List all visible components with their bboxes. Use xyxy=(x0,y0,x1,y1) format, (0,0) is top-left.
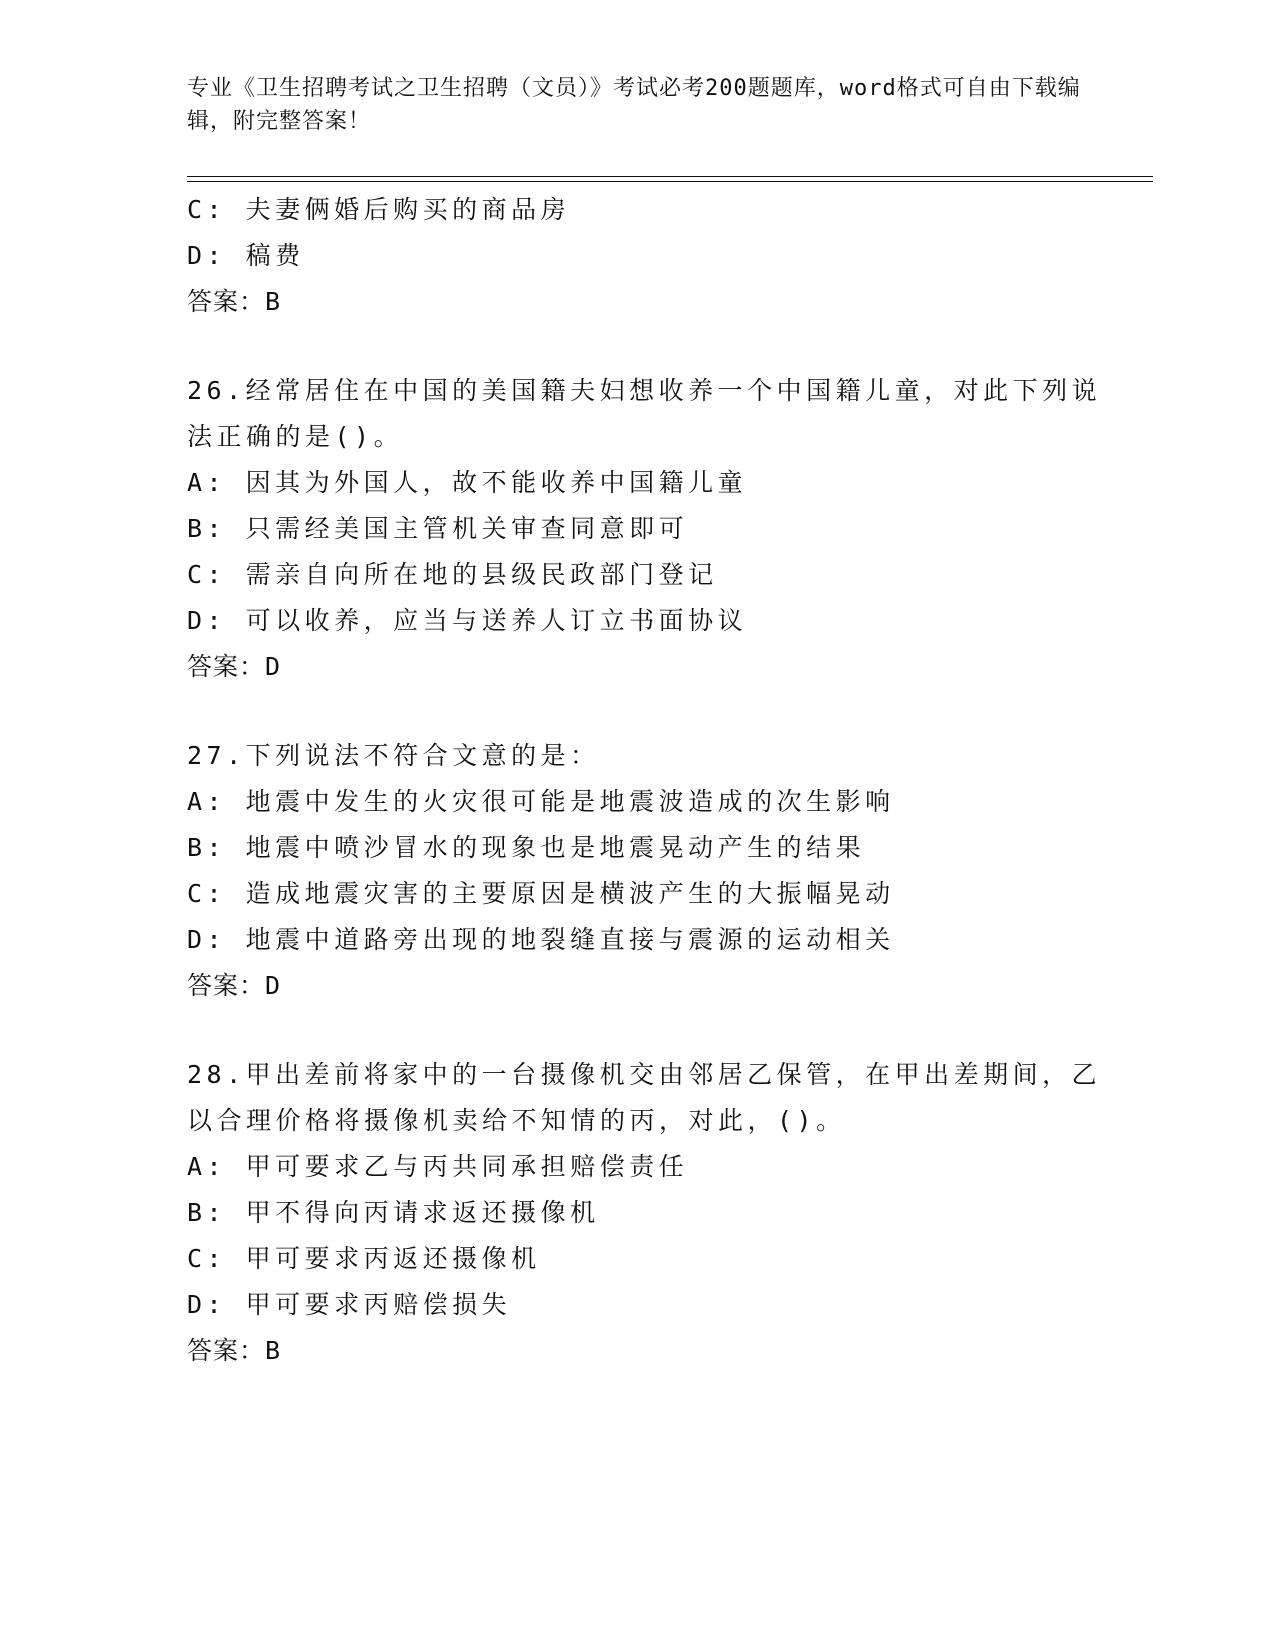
option-c: C: 甲可要求丙返还摄像机 xyxy=(187,1244,541,1273)
spacer xyxy=(187,690,1087,733)
option-a: A: 甲可要求乙与丙共同承担赔偿责任 xyxy=(187,1152,689,1181)
question-stem-line: 法正确的是()。 xyxy=(187,422,404,451)
answer-label: 答案： xyxy=(187,1336,266,1365)
question-stem-line: 26.经常居住在中国的美国籍夫妇想收养一个中国籍儿童，对此下列说 xyxy=(187,376,1102,405)
option-c: C: 夫妻俩婚后购买的商品房 xyxy=(187,195,571,224)
option-d: D: 稿费 xyxy=(187,241,305,270)
option-d: D: 可以收养，应当与送养人订立书面协议 xyxy=(187,606,748,635)
question-list xyxy=(187,187,1102,1374)
option-a: A: 地震中发生的火灾很可能是地震波造成的次生影响 xyxy=(187,787,895,816)
answer-line xyxy=(187,279,1087,325)
question-28 xyxy=(187,1052,1102,1374)
answer-value: D xyxy=(265,652,281,681)
answer-label: 答案： xyxy=(187,652,266,681)
question-stem-line: 27.下列说法不符合文意的是： xyxy=(187,741,600,770)
answer-line xyxy=(187,1328,1087,1374)
question-stem-line: 以合理价格将摄像机卖给不知情的丙，对此，()。 xyxy=(187,1106,846,1135)
answer-label: 答案： xyxy=(187,287,266,316)
option-c: C: 造成地震灾害的主要原因是横波产生的大振幅晃动 xyxy=(187,879,895,908)
option-d: D: 地震中道路旁出现的地裂缝直接与震源的运动相关 xyxy=(187,925,895,954)
question-27 xyxy=(187,733,1087,1009)
header-divider-bottom xyxy=(187,181,1153,182)
header-divider-top xyxy=(187,176,1153,177)
answer-value: B xyxy=(265,1336,281,1365)
question-fragment xyxy=(187,187,1087,325)
document-header: 专业《卫生招聘考试之卫生招聘（文员）》考试必考200题题库，word格式可自由下载编辑，附完整答案！ xyxy=(187,76,1081,134)
answer-value: B xyxy=(265,287,281,316)
spacer xyxy=(187,1009,1087,1052)
option-c: C: 需亲自向所在地的县级民政部门登记 xyxy=(187,560,718,589)
option-b: B: 甲不得向丙请求返还摄像机 xyxy=(187,1198,600,1227)
option-a: A: 因其为外国人，故不能收养中国籍儿童 xyxy=(187,468,748,497)
answer-line xyxy=(187,644,1087,690)
question-26 xyxy=(187,368,1102,690)
option-b: B: 只需经美国主管机关审查同意即可 xyxy=(187,514,689,543)
answer-label: 答案： xyxy=(187,971,266,1000)
answer-line xyxy=(187,963,1087,1009)
answer-value: D xyxy=(265,971,281,1000)
option-b: B: 地震中喷沙冒水的现象也是地震晃动产生的结果 xyxy=(187,833,866,862)
spacer xyxy=(187,325,1087,368)
question-stem-line: 28.甲出差前将家中的一台摄像机交由邻居乙保管，在甲出差期间，乙 xyxy=(187,1060,1102,1089)
option-d: D: 甲可要求丙赔偿损失 xyxy=(187,1290,512,1319)
